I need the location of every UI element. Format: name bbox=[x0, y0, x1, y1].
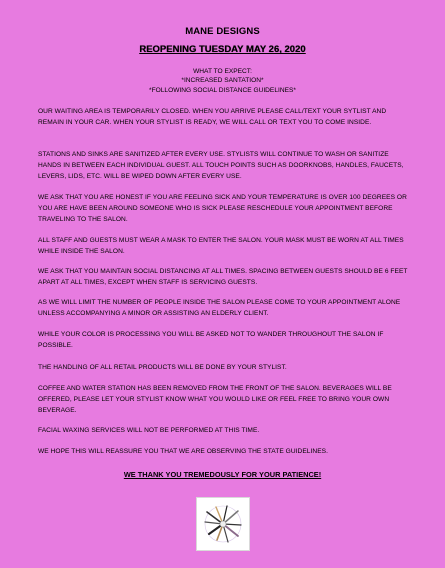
paragraph-masks: ALL STAFF AND GUESTS MUST WEAR A MASK TO ENTER THE SALON. YOUR MASK MUST BE WORN AT ALL TIMES WHILE INSIDE THE SALON. bbox=[38, 237, 404, 256]
expect-item-distance: *FOLLOWING SOCIAL DISTANCE GUIDELINES* bbox=[149, 86, 296, 94]
paragraph-retail-products: THE HANDLING OF ALL RETAIL PRODUCTS WILL BE DONE BY YOUR STYLIST. bbox=[38, 364, 287, 371]
paragraph-social-distancing: WE ASK THAT YOU MAINTAIN SOCIAL DISTANCING AT ALL TIMES. SPACING BETWEEN GUESTS SHOULD BE 6 FEET APART AT ALL TIMES, EXCEPT WHEN STAFF IS SERVICING GUESTS. bbox=[38, 268, 408, 287]
salon-tools-logo-graphic bbox=[197, 498, 249, 550]
paragraph-waiting-area: OUR WAITING AREA IS TEMPORARILY CLOSED. WHEN YOU ARRIVE PLEASE CALL/TEXT YOUR SYTLIST AND REMAIN IN YOUR CAR. WHEN YOUR STYLIST IS READY, WE WILL CALL OR TEXT YOU TO COME INSIDE. bbox=[38, 108, 387, 127]
reopening-date-heading bbox=[0, 44, 445, 55]
salon-tools-logo-icon bbox=[196, 497, 250, 551]
what-to-expect-block bbox=[0, 67, 445, 95]
paragraph-state-guidelines: WE HOPE THIS WILL REASSURE YOU THAT WE ARE OBSERVING THE STATE GUIDELINES. bbox=[38, 448, 328, 455]
paragraph-coffee-station: COFFEE AND WATER STATION HAS BEEN REMOVED FROM THE FRONT OF THE SALON. BEVERAGES WILL BE OFFERED, PLEASE LET YOUR STYLIST KNOW WHAT YOU WOULD LIKE OR FEEL FREE TO BRING YOUR OWN BEVERAGE. bbox=[38, 385, 392, 415]
logo-center bbox=[220, 521, 226, 527]
paragraph-limit-people: AS WE WILL LIMIT THE NUMBER OF PEOPLE INSIDE THE SALON PLEASE COME TO YOUR APPOINTMENT ALONE UNLESS ACCOMPANYING A MINOR OR ASSISTING AN ELDERLY CLIENT. bbox=[38, 299, 401, 318]
what-to-expect-heading: WHAT TO EXPECT: bbox=[193, 68, 252, 75]
expect-item-sanitation: *INCREASED SANTATION* bbox=[181, 77, 264, 85]
paragraph-facial-waxing: FACIAL WAXING SERVICES WILL NOT BE PERFORMED AT THIS TIME. bbox=[38, 427, 260, 434]
paragraph-sanitizing: STATIONS AND SINKS ARE SANITIZED AFTER EVERY USE. STYLISTS WILL CONTINUE TO WASH OR SANITIZE HANDS IN BETWEEN EACH INDIVIDUAL GUEST. ALL TOUCH POINTS SUCH AS DOORKNOBS, HANDLES, FAUCETS, LEVERS, LIDS, ETC. WILL BE WIPED DOWN AFTER EVERY USE. bbox=[38, 151, 404, 181]
paragraph-health-honesty: WE ASK THAT YOU ARE HONEST IF YOU ARE FEELING SICK AND YOUR TEMPERATURE IS OVER 100 DEGREES OR YOU ARE HAVE BEEN AROUND SOMEONE WHO IS SICK PLEASE RESCHEDULE YOUR APPOINTMENT BEFORE TRAVELING TO THE SALON. bbox=[38, 194, 407, 224]
salon-name-title: MANE DESIGNS bbox=[185, 26, 260, 37]
thank-you-line bbox=[0, 470, 445, 479]
reopening-date-text: REOPENING TUESDAY MAY 26, 2020 bbox=[139, 44, 306, 55]
paragraph-color-processing: WHILE YOUR COLOR IS PROCESSING YOU WILL BE ASKED NOT TO WANDER THROUGHOUT THE SALON IF POSSIBLE. bbox=[38, 331, 384, 350]
thank-you-text: WE THANK YOU TREMEDOUSLY FOR YOUR PATIENCE! bbox=[123, 470, 322, 479]
